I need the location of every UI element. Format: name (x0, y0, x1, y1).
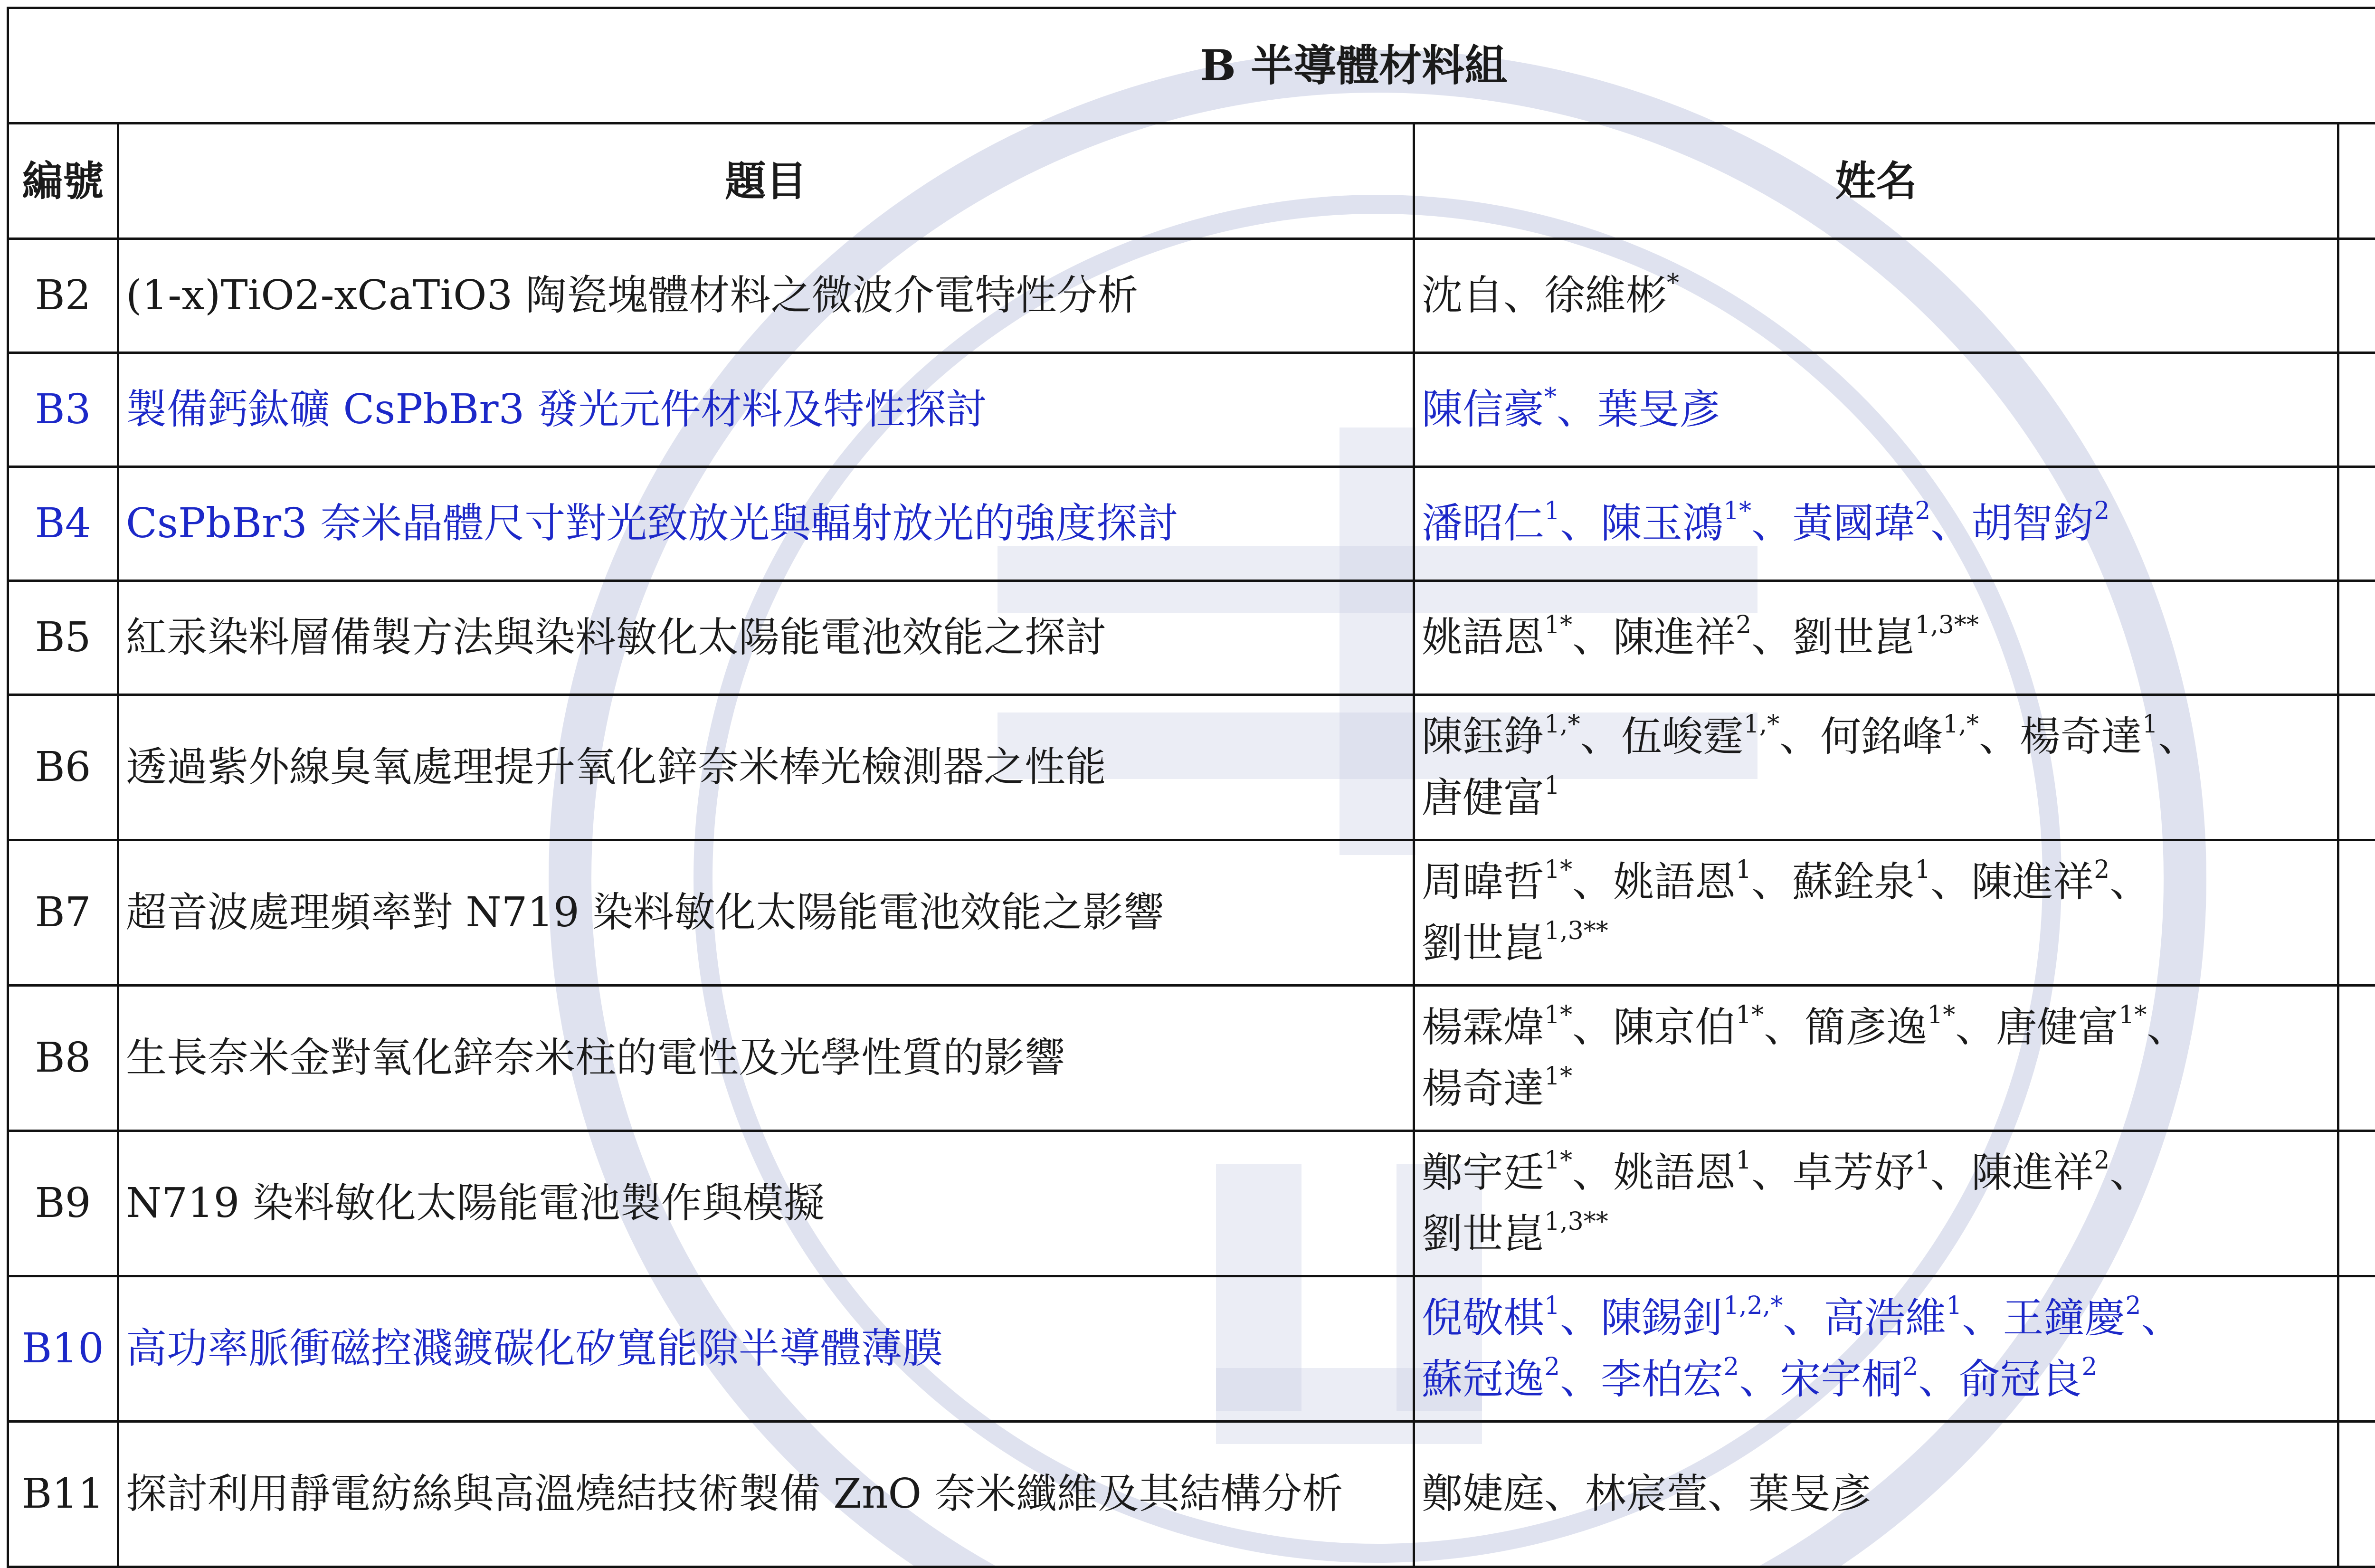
author-separator: 、 (1930, 500, 1971, 547)
author-separator: 、 (2141, 1294, 2182, 1342)
author-separator: 、 (1751, 858, 1792, 906)
cell-authors (1414, 1422, 2338, 1567)
author-separator: 、 (1764, 1004, 1805, 1051)
author-separator: 、 (1580, 713, 1621, 760)
author-affiliation: 1 (2142, 710, 2158, 739)
author-affiliation: 2 (1723, 1353, 1739, 1381)
author-affiliation: 1* (1927, 1001, 1955, 1029)
author (1422, 1210, 1608, 1258)
cell-presentation-type (2338, 986, 2375, 1131)
author-separator: 、 (1708, 1470, 1748, 1518)
cell-id: B11 (8, 1422, 118, 1567)
author-affiliation: 2 (2081, 1353, 2097, 1381)
cell-authors (1414, 581, 2338, 695)
author (2003, 1294, 2182, 1342)
cell-title: 超音波處理頻率對 N719 染料敏化太陽能電池效能之影響 (118, 840, 1414, 986)
author (1422, 774, 1560, 822)
author-separator: 、 (1572, 1149, 1613, 1197)
author (1601, 1356, 1780, 1403)
author-name: 楊霖煒 (1422, 1004, 1544, 1051)
author-name: 簡彥逸 (1805, 1004, 1927, 1051)
caption-row (8, 8, 2375, 124)
author (1601, 1294, 1824, 1342)
author (1613, 858, 1792, 906)
cell-presentation-type (2338, 695, 2375, 840)
author (1613, 614, 1792, 661)
author-name: 王鐘慶 (2003, 1294, 2125, 1342)
author (1422, 614, 1613, 661)
author-name: 卓芳妤 (1792, 1149, 1915, 1197)
author (1422, 272, 1544, 319)
author (1792, 500, 1971, 547)
cell-id: B2 (8, 239, 118, 353)
author-affiliation: 2 (2094, 855, 2109, 884)
cell-id: B5 (8, 581, 118, 695)
author-affiliation: 1 (1736, 1146, 1751, 1175)
table-row (8, 239, 2375, 353)
cell-id: B6 (8, 695, 118, 840)
author-affiliation: 2 (2125, 1292, 2141, 1320)
author-name: 李柏宏 (1601, 1356, 1723, 1403)
author-affiliation: 1* (1544, 1146, 1572, 1175)
author (1422, 1470, 1585, 1518)
author-name: 姚語恩 (1613, 858, 1736, 906)
table-row (8, 840, 2375, 986)
cell-title: CsPbBr3 奈米晶體尺寸對光致放光與輻射放光的強度探討 (118, 467, 1414, 581)
author (1792, 1149, 1971, 1197)
author-separator: 、 (1783, 1294, 1824, 1342)
author-separator: 、 (1544, 1470, 1585, 1518)
author-affiliation: 2 (1544, 1353, 1560, 1381)
cell-authors (1414, 695, 2338, 840)
author-name: 黃國瑋 (1792, 500, 1915, 547)
author-name: 陳錫釗 (1601, 1294, 1723, 1342)
author-separator: 、 (1560, 500, 1601, 547)
author-affiliation: 1,* (1943, 710, 1979, 739)
author-separator: 、 (1503, 272, 1544, 319)
author-name: 陳京伯 (1613, 1004, 1736, 1051)
cell-presentation-type (2338, 467, 2375, 581)
author-separator: 、 (1572, 614, 1613, 661)
cell-id: B3 (8, 353, 118, 467)
author (1422, 1065, 1572, 1112)
cell-id: B7 (8, 840, 118, 986)
author (1422, 1356, 1601, 1403)
author-separator: 、 (2158, 713, 2199, 760)
author-affiliation: 1,2,* (1723, 1292, 1783, 1320)
header-names: 姓名 (1414, 124, 2338, 239)
cell-authors (1414, 239, 2338, 353)
author-affiliation: 1* (1544, 611, 1572, 639)
author-name: 伍峻霆 (1621, 713, 1744, 760)
author (1748, 1470, 1871, 1518)
author-name: 唐健富 (1422, 774, 1544, 822)
author-name: 陳進祥 (1971, 858, 2094, 906)
header-id: 編號 (8, 124, 118, 239)
author-affiliation: 1,3** (1544, 917, 1608, 945)
table-row (8, 986, 2375, 1131)
author (1597, 386, 1720, 433)
author-affiliation: 1 (1915, 1146, 1930, 1175)
cell-title: N719 染料敏化太陽能電池製作與模擬 (118, 1131, 1414, 1276)
cell-title: 紅汞染料層備製方法與染料敏化太陽能電池效能之探討 (118, 581, 1414, 695)
author-affiliation: 2 (2094, 497, 2109, 525)
author-name: 宋宇桐 (1780, 1356, 1902, 1403)
author-name: 劉世崑 (1422, 920, 1544, 967)
author-separator: 、 (1560, 1294, 1601, 1342)
table-row (8, 695, 2375, 840)
author-name: 陳信豪 (1422, 386, 1544, 433)
author (1792, 858, 1971, 906)
author-affiliation: 2 (1902, 1353, 1918, 1381)
author-affiliation: 2 (1915, 497, 1930, 525)
author-affiliation: 1 (1946, 1292, 1962, 1320)
header-kind (2338, 124, 2375, 239)
author-name: 鄭婕庭 (1422, 1470, 1544, 1518)
author-name: 楊奇達 (2020, 713, 2142, 760)
author-name: 高浩維 (1824, 1294, 1946, 1342)
author (1422, 1294, 1601, 1342)
author (1613, 1004, 1805, 1051)
author-name: 姚語恩 (1422, 614, 1544, 661)
author (1422, 713, 1621, 760)
author (2020, 713, 2199, 760)
author-separator: 、 (2109, 1149, 2150, 1197)
table-caption: B 半導體材料組 (8, 8, 2375, 124)
author-affiliation: 1 (1544, 1292, 1560, 1320)
author-name: 俞冠良 (1959, 1356, 2081, 1403)
cell-authors (1414, 1276, 2338, 1422)
author-name: 何銘峰 (1820, 713, 1943, 760)
author-separator: 、 (1779, 713, 1820, 760)
author-affiliation: 2 (1736, 611, 1751, 639)
author-name: 周暐哲 (1422, 858, 1544, 906)
author-affiliation: 1 (1544, 771, 1560, 800)
cell-title: (1-x)TiO2-xCaTiO3 陶瓷塊體材料之微波介電特性分析 (118, 239, 1414, 353)
author-affiliation: 1 (1915, 855, 1930, 884)
cell-id: B4 (8, 467, 118, 581)
cell-presentation-type (2338, 581, 2375, 695)
cell-title: 探討利用靜電紡絲與高溫燒結技術製備 ZnO 奈米纖維及其結構分析 (118, 1422, 1414, 1567)
cell-title: 透過紫外線臭氧處理提升氧化鋅奈米棒光檢測器之性能 (118, 695, 1414, 840)
author-separator: 、 (1751, 1149, 1792, 1197)
author-separator: 、 (1751, 500, 1792, 547)
author (1792, 614, 1979, 661)
cell-authors (1414, 986, 2338, 1131)
author-separator: 、 (1918, 1356, 1959, 1403)
author-affiliation: 1* (2118, 1001, 2147, 1029)
author-separator: 、 (1751, 614, 1792, 661)
author-affiliation: 2 (2094, 1146, 2109, 1175)
author-separator: 、 (1572, 1004, 1613, 1051)
author-affiliation: * (1544, 383, 1557, 411)
author-separator: 、 (2147, 1004, 2187, 1051)
table-row (8, 1422, 2375, 1567)
cell-presentation-type (2338, 353, 2375, 467)
author (1971, 1149, 2150, 1197)
cell-presentation-type (2338, 1276, 2375, 1422)
author-name: 唐健富 (1996, 1004, 2118, 1051)
cell-presentation-type (2338, 239, 2375, 353)
author (1780, 1356, 1959, 1403)
cell-authors (1414, 1131, 2338, 1276)
author-separator: 、 (1955, 1004, 1996, 1051)
author (1544, 272, 1679, 319)
cell-authors (1414, 353, 2338, 467)
author-affiliation: 1 (1544, 497, 1560, 525)
author-name: 倪敬棋 (1422, 1294, 1544, 1342)
cell-presentation-type (2338, 1422, 2375, 1567)
author-name: 葉旻彥 (1597, 386, 1720, 433)
author-name: 陳進祥 (1613, 614, 1736, 661)
author (1601, 500, 1792, 547)
presentation-table (7, 7, 2375, 1568)
author (1805, 1004, 1996, 1051)
cell-title: 生長奈米金對氧化鋅奈米柱的電性及光學性質的影響 (118, 986, 1414, 1131)
author-name: 陳鈺錚 (1422, 713, 1544, 760)
author (1971, 858, 2150, 906)
cell-id: B8 (8, 986, 118, 1131)
header-title: 題目 (118, 124, 1414, 239)
author-name: 徐維彬 (1544, 272, 1667, 319)
header-row (8, 124, 2375, 239)
author-separator: 、 (1739, 1356, 1780, 1403)
author-separator: 、 (1560, 1356, 1601, 1403)
author-separator: 、 (1572, 858, 1613, 906)
cell-title: 製備鈣鈦礦 CsPbBr3 發光元件材料及特性探討 (118, 353, 1414, 467)
author-name: 胡智鈞 (1971, 500, 2094, 547)
author (1422, 500, 1601, 547)
author-affiliation: 1* (1544, 1062, 1572, 1091)
author-affiliation: 1* (1736, 1001, 1764, 1029)
author-affiliation: * (1667, 269, 1679, 297)
author (1585, 1470, 1748, 1518)
table-row (8, 1276, 2375, 1422)
author-name: 潘昭仁 (1422, 500, 1544, 547)
author-separator: 、 (1962, 1294, 2003, 1342)
author-name: 鄭宇廷 (1422, 1149, 1544, 1197)
author-name: 陳玉鴻 (1601, 500, 1723, 547)
author (1613, 1149, 1792, 1197)
author-affiliation: 1* (1723, 497, 1751, 525)
author-name: 姚語恩 (1613, 1149, 1736, 1197)
cell-title: 高功率脈衝磁控濺鍍碳化矽寬能隙半導體薄膜 (118, 1276, 1414, 1422)
author-affiliation: 1,* (1744, 710, 1780, 739)
author-affiliation: 1* (1544, 1001, 1572, 1029)
author (1824, 1294, 2003, 1342)
author-separator: 、 (1979, 713, 2020, 760)
author-name: 林宸萱 (1585, 1470, 1708, 1518)
author-separator: 、 (1557, 386, 1597, 433)
author-affiliation: 1,3** (1915, 611, 1979, 639)
cell-id: B9 (8, 1131, 118, 1276)
author (1959, 1356, 2097, 1403)
author-name: 沈自 (1422, 272, 1503, 319)
author-separator: 、 (1930, 858, 1971, 906)
author-separator: 、 (2109, 858, 2150, 906)
table-row (8, 353, 2375, 467)
author-name: 陳進祥 (1971, 1149, 2094, 1197)
author (1422, 1149, 1613, 1197)
cell-authors (1414, 467, 2338, 581)
author-affiliation: 1,* (1544, 710, 1580, 739)
author (1820, 713, 2020, 760)
table-row (8, 1131, 2375, 1276)
cell-presentation-type (2338, 1131, 2375, 1276)
author-affiliation: 1,3** (1544, 1207, 1608, 1236)
table-row (8, 467, 2375, 581)
author (1422, 386, 1597, 433)
author (1422, 1004, 1613, 1051)
author (1996, 1004, 2187, 1051)
cell-id: B10 (8, 1276, 118, 1422)
author-affiliation: 1 (1736, 855, 1751, 884)
author (1422, 858, 1613, 906)
author-separator: 、 (1930, 1149, 1971, 1197)
author-name: 楊奇達 (1422, 1065, 1544, 1112)
cell-authors (1414, 840, 2338, 986)
author-name: 葉旻彥 (1748, 1470, 1871, 1518)
author (1422, 920, 1608, 967)
author-name: 蘇冠逸 (1422, 1356, 1544, 1403)
table-row (8, 581, 2375, 695)
author (1621, 713, 1821, 760)
author (1971, 500, 2109, 547)
cell-presentation-type (2338, 840, 2375, 986)
author-name: 劉世崑 (1422, 1210, 1544, 1258)
author-name: 劉世崑 (1792, 614, 1915, 661)
author-affiliation: 1* (1544, 855, 1572, 884)
author-name: 蘇銓泉 (1792, 858, 1915, 906)
